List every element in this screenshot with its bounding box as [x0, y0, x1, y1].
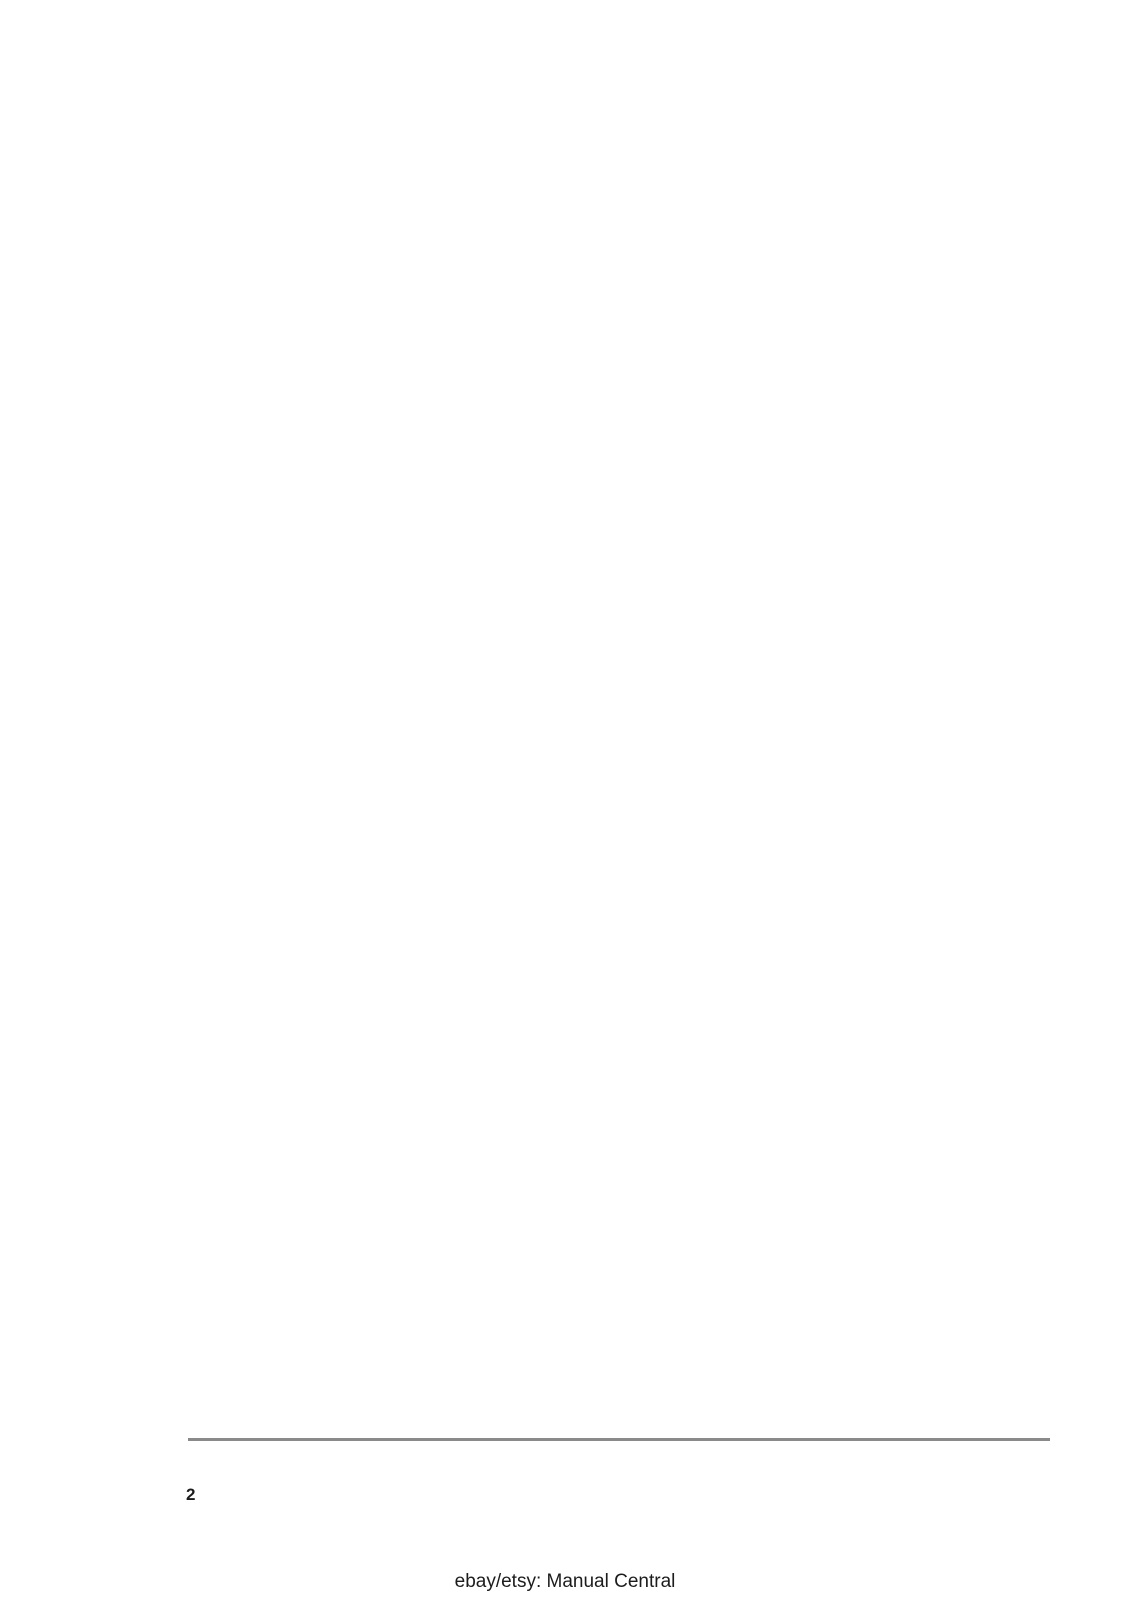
footer-divider	[188, 1438, 1050, 1441]
page-number: 2	[186, 1485, 196, 1504]
footer-doc-title: ebay/etsy: Manual Central	[454, 1571, 676, 1592]
toc	[183, 134, 1020, 1422]
toc-column	[620, 134, 1020, 1422]
toc-section-row	[659, 1398, 1020, 1419]
